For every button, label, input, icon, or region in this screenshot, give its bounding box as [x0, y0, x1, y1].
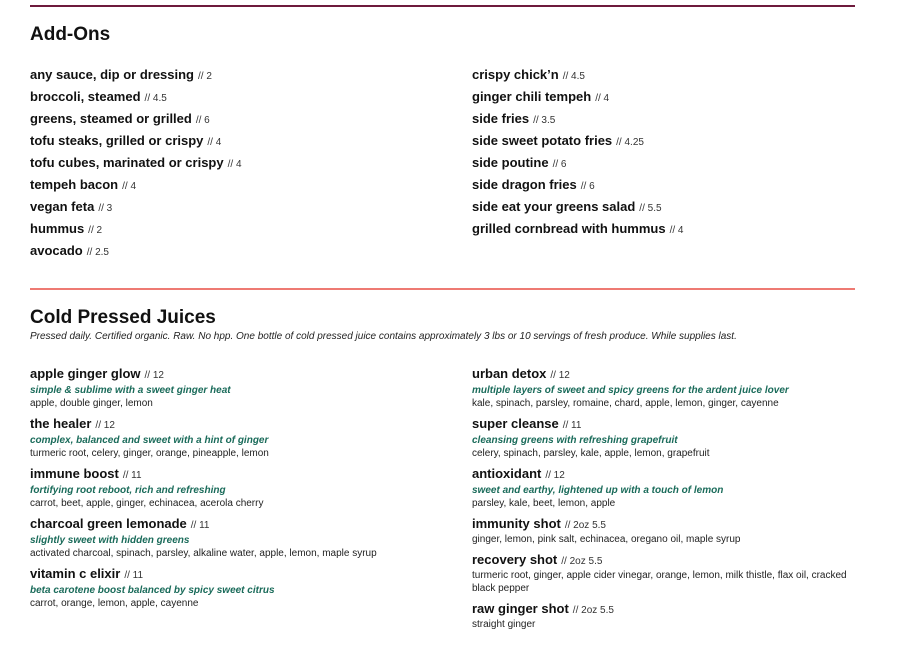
juice-heading: [30, 416, 450, 433]
juice-ingredients: apple, double ginger, lemon: [30, 398, 153, 409]
juice-name: antioxidant: [472, 466, 542, 481]
juice-heading: [30, 516, 450, 533]
addon-name: greens, steamed or grilled: [30, 111, 192, 126]
addon-item: [472, 178, 872, 200]
addon-name: grilled cornbread with hummus: [472, 221, 666, 236]
addon-name: side poutine: [472, 155, 549, 170]
juice-price: // 2oz 5.5: [564, 520, 606, 531]
juices-right-column: [472, 366, 867, 637]
addon-name: any sauce, dip or dressing: [30, 67, 194, 82]
addons-right-column: [472, 68, 872, 244]
addon-price: // 4: [669, 225, 684, 236]
addon-price: // 4.25: [616, 137, 644, 148]
addon-item: [30, 200, 450, 222]
juice-price: // 2oz 5.5: [572, 605, 614, 616]
addon-item: [472, 112, 872, 134]
addon-price: // 2: [198, 71, 212, 82]
juices-intro: Pressed daily. Certified organic. Raw. No hpp. One bottle of cold pressed juice contains approximately 3 lbs or 10 servings of fresh produce. While supplies last.: [30, 331, 737, 342]
juice-name: apple ginger glow: [30, 366, 141, 381]
juice-ingredients: activated charcoal, spinach, parsley, alkaline water, apple, lemon, maple syrup: [30, 548, 377, 559]
section-divider-top: [30, 5, 855, 7]
addon-price: // 4.5: [144, 93, 167, 104]
addon-name: broccoli, steamed: [30, 89, 141, 104]
addon-item: [30, 112, 450, 134]
juice-ingredients: kale, spinach, parsley, romaine, chard, apple, lemon, ginger, cayenne: [472, 398, 779, 409]
juice-ingredients: turmeric root, ginger, apple cider vinegar, orange, lemon, milk thistle, flax oil, cracked black pepper: [472, 570, 847, 594]
juice-price: // 11: [124, 570, 144, 581]
addon-name: tofu steaks, grilled or crispy: [30, 133, 204, 148]
addon-item: [472, 134, 872, 156]
juice-tagline: fortifying root reboot, rich and refreshing: [30, 485, 226, 496]
juice-name: immune boost: [30, 466, 119, 481]
addon-name: side fries: [472, 111, 530, 126]
juice-heading: [30, 366, 450, 383]
addon-name: side dragon fries: [472, 177, 577, 192]
juice-tagline: sweet and earthy, lightened up with a touch of lemon: [472, 485, 724, 496]
addon-price: // 2: [88, 225, 103, 236]
addon-price: // 5.5: [639, 203, 662, 214]
juice-name: immunity shot: [472, 516, 561, 531]
juice-item: [30, 566, 450, 610]
addon-price: // 4: [122, 181, 137, 192]
juice-price: // 2oz 5.5: [561, 556, 603, 567]
juice-ingredients: parsley, kale, beet, lemon, apple: [472, 498, 616, 509]
addon-item: [30, 244, 450, 266]
juice-tagline: simple & sublime with a sweet ginger heat: [30, 385, 231, 396]
juices-left-column: [30, 366, 450, 616]
juice-heading: [472, 552, 867, 569]
juice-heading: [30, 566, 450, 583]
addon-name: vegan feta: [30, 199, 95, 214]
juice-name: vitamin c elixir: [30, 566, 121, 581]
juice-ingredients: carrot, beet, apple, ginger, echinacea, acerola cherry: [30, 498, 264, 509]
addon-item: [30, 134, 450, 156]
juice-item: [472, 416, 867, 460]
addon-item: [30, 90, 450, 112]
juice-tagline: multiple layers of sweet and spicy greens for the ardent juice lover: [472, 385, 789, 396]
addon-name: side sweet potato fries: [472, 133, 613, 148]
juice-item: [30, 466, 450, 510]
addon-item: [30, 156, 450, 178]
juice-heading: [30, 466, 450, 483]
juice-heading: [472, 366, 867, 383]
juice-tagline: cleansing greens with refreshing grapefruit: [472, 435, 678, 446]
juice-ingredients: carrot, orange, lemon, apple, cayenne: [30, 598, 199, 609]
juice-price: // 11: [122, 470, 142, 481]
juice-item: [472, 552, 867, 595]
juice-heading: [472, 466, 867, 483]
addon-price: // 3.5: [533, 115, 556, 126]
juice-heading: [472, 516, 867, 533]
juice-heading: [472, 601, 867, 618]
juice-item: [30, 516, 450, 560]
juice-price: // 12: [95, 420, 115, 431]
juice-ingredients: turmeric root, celery, ginger, orange, pineapple, lemon: [30, 448, 269, 459]
juices-heading: Cold Pressed Juices: [30, 307, 216, 328]
juice-name: raw ginger shot: [472, 601, 569, 616]
addon-price: // 4: [595, 93, 610, 104]
juice-price: // 12: [550, 370, 570, 381]
addon-price: // 4: [227, 159, 242, 170]
juice-item: [472, 516, 867, 546]
addon-item: [30, 68, 450, 90]
juice-price: // 12: [545, 470, 565, 481]
juice-name: charcoal green lemonade: [30, 516, 187, 531]
juice-price: // 11: [190, 520, 210, 531]
juice-name: recovery shot: [472, 552, 558, 567]
addon-name: hummus: [30, 221, 85, 236]
juice-ingredients: ginger, lemon, pink salt, echinacea, oregano oil, maple syrup: [472, 534, 741, 545]
addon-name: ginger chili tempeh: [472, 89, 592, 104]
addon-item: [30, 178, 450, 200]
addons-left-column: [30, 68, 450, 266]
juice-price: // 12: [144, 370, 164, 381]
addon-item: [472, 222, 872, 244]
juice-price: // 11: [562, 420, 582, 431]
addon-price: // 2.5: [86, 247, 109, 258]
section-divider-juices: [30, 288, 855, 290]
juice-item: [472, 466, 867, 510]
addon-name: crispy chick’n: [472, 67, 559, 82]
juice-tagline: complex, balanced and sweet with a hint of ginger: [30, 435, 269, 446]
addon-name: side eat your greens salad: [472, 199, 636, 214]
juice-tagline: slightly sweet with hidden greens: [30, 535, 190, 546]
juice-item: [30, 416, 450, 460]
addon-item: [30, 222, 450, 244]
juice-name: the healer: [30, 416, 92, 431]
addon-name: avocado: [30, 243, 83, 258]
addons-heading: Add-Ons: [30, 24, 111, 45]
juice-name: urban detox: [472, 366, 547, 381]
juice-ingredients: celery, spinach, parsley, kale, apple, lemon, grapefruit: [472, 448, 710, 459]
juice-tagline: beta carotene boost balanced by spicy sweet citrus: [30, 585, 275, 596]
addon-item: [472, 68, 872, 90]
juice-name: super cleanse: [472, 416, 559, 431]
addon-price: // 6: [580, 181, 595, 192]
addon-price: // 6: [195, 115, 210, 126]
addon-price: // 4: [207, 137, 222, 148]
juice-heading: [472, 416, 867, 433]
addon-name: tofu cubes, marinated or crispy: [30, 155, 224, 170]
juice-item: [472, 366, 867, 410]
addon-price: // 3: [98, 203, 113, 214]
addon-price: // 6: [552, 159, 567, 170]
juice-item: [472, 601, 867, 631]
addon-item: [472, 90, 872, 112]
addon-item: [472, 156, 872, 178]
juice-item: [30, 366, 450, 410]
addon-name: tempeh bacon: [30, 177, 119, 192]
addon-price: // 4.5: [562, 71, 585, 82]
addon-item: [472, 200, 872, 222]
juice-ingredients: straight ginger: [472, 619, 536, 630]
